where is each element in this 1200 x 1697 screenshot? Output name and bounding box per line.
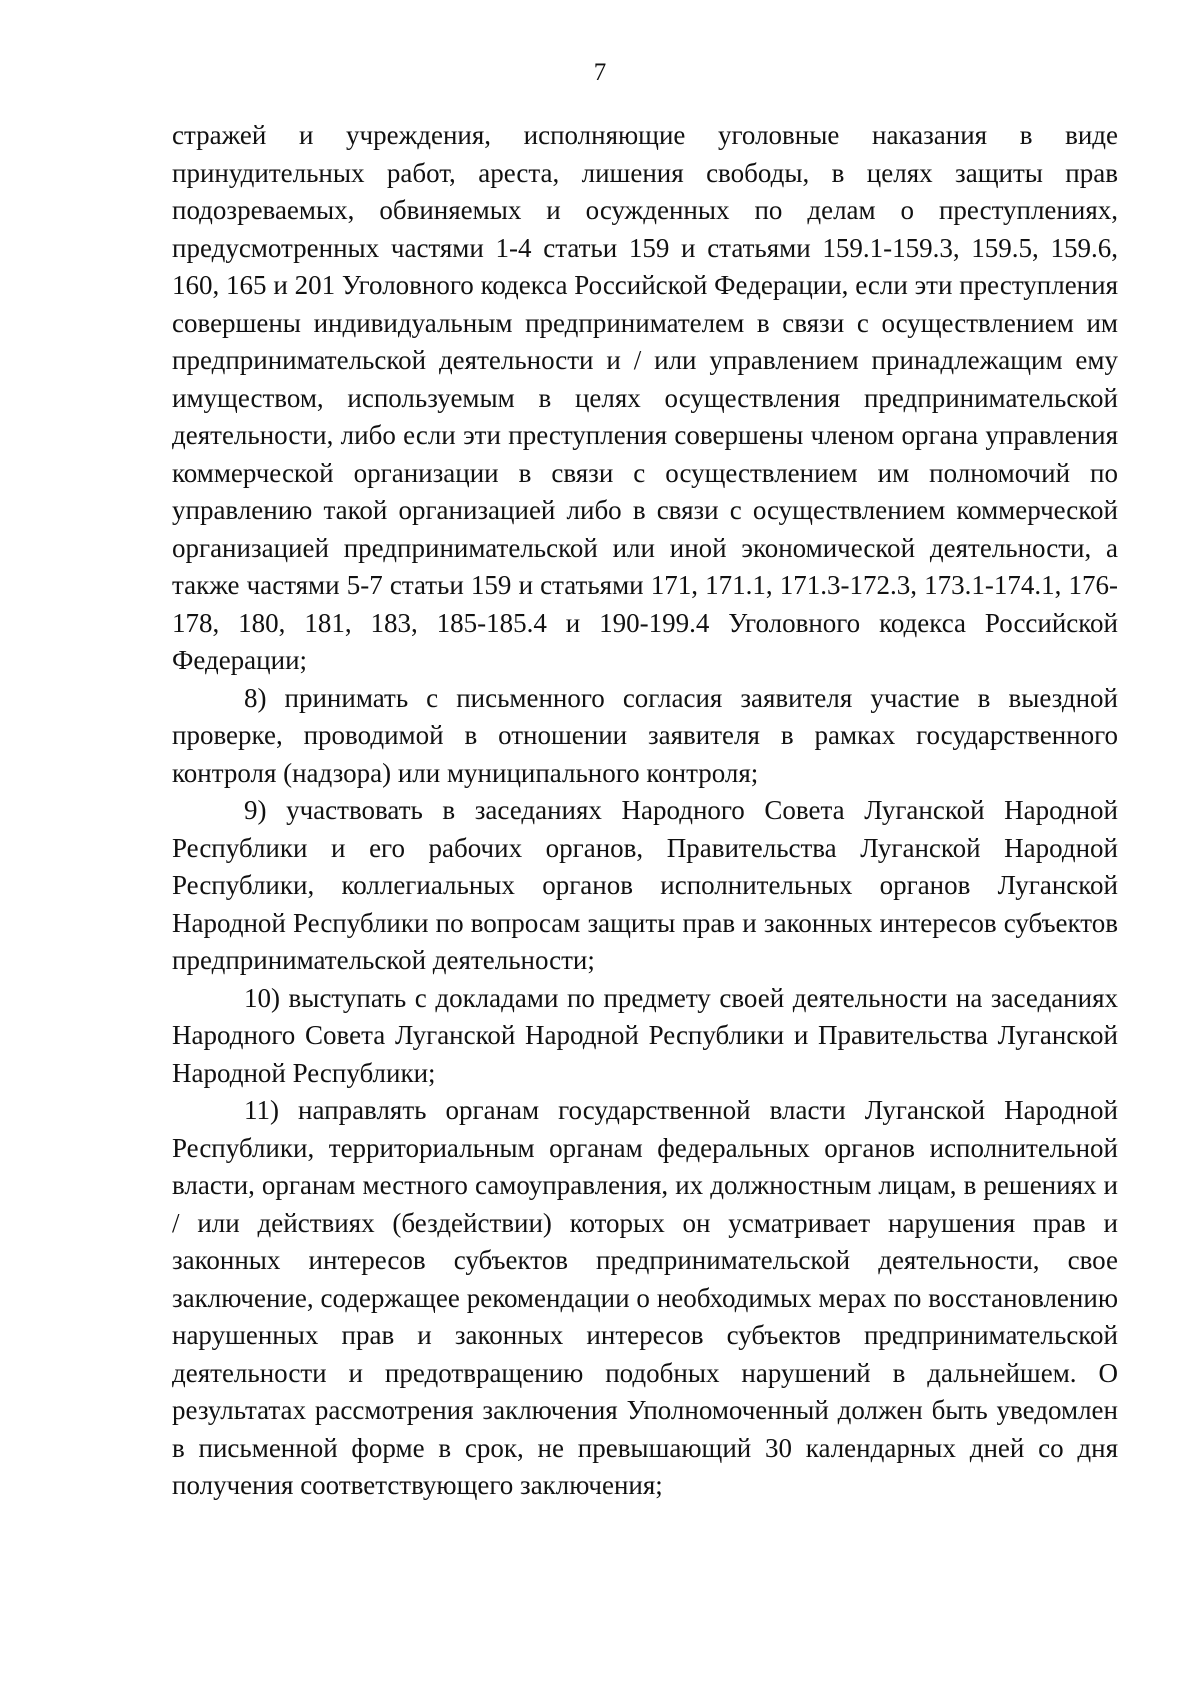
paragraph-item-9: 9) участвовать в заседаниях Народного Совета Луганской Народной Республики и его рабочих органов, Правительства Луганской Народной Республики, коллегиальных органов исполнительных органов Луганской Народной Республики по вопросам защиты прав и законных интересов субъектов предпринимательской деятельности; xyxy=(172,795,1118,975)
page-number: 7 xyxy=(593,59,607,86)
paragraph-item-8: 8) принимать с письменного согласия заявителя участие в выездной проверке, проводимой в отношении заявителя в рамках государственного контроля (надзора) или муниципального контроля; xyxy=(172,682,1118,788)
document-body xyxy=(172,117,1118,1505)
paragraph-item-10: 10) выступать с докладами по предмету своей деятельности на заседаниях Народного Совета Луганской Народной Республики и Правительства Луганской Народной Республики; xyxy=(172,982,1118,1088)
paragraph-item-11: 11) направлять органам государственной власти Луганской Народной Республики, территориальным органам федеральных органов исполнительной власти, органам местного самоуправления, их должностным лицам, в решениях и / или действиях (бездействии) которых он усматривает нарушения прав и законных интересов субъектов предпринимательской деятельности, свое заключение, содержащее рекомендации о необходимых мерах по восстановлению нарушенных прав и законных интересов субъектов предпринимательской деятельности и предотвращению подобных нарушений в дальнейшем. О результатах рассмотрения заключения Уполномоченный должен быть уведомлен в письменной форме в срок, не превышающий 30 календарных дней со дня получения соответствующего заключения; xyxy=(172,1095,1118,1500)
paragraph-continuation: стражей и учреждения, исполняющие уголовные наказания в виде принудительных работ, ареста, лишения свободы, в целях защиты прав подозреваемых, обвиняемых и осужденных по делам о преступлениях, предусмотренных частями 1-4 статьи 159 и статьями 159.1-159.3, 159.5, 159.6, 160, 165 и 201 Уголовного кодекса Российской Федерации, если эти преступления совершены индивидуальным предпринимателем в связи с осуществлением им предпринимательской деятельности и / или управлением принадлежащим ему имуществом, используемым в целях осуществления предпринимательской деятельности, либо если эти преступления совершены членом органа управления коммерческой организации в связи с осуществлением им полномочий по управлению такой организацией либо в связи с осуществлением коммерческой организацией предпринимательской или иной экономической деятельности, а также частями 5-7 статьи 159 и статьями 171, 171.1, 171.3-172.3, 173.1-174.1, 176-178, 180, 181, 183, 185-185.4 и 190-199.4 Уголовного кодекса Российской Федерации; xyxy=(172,120,1118,675)
